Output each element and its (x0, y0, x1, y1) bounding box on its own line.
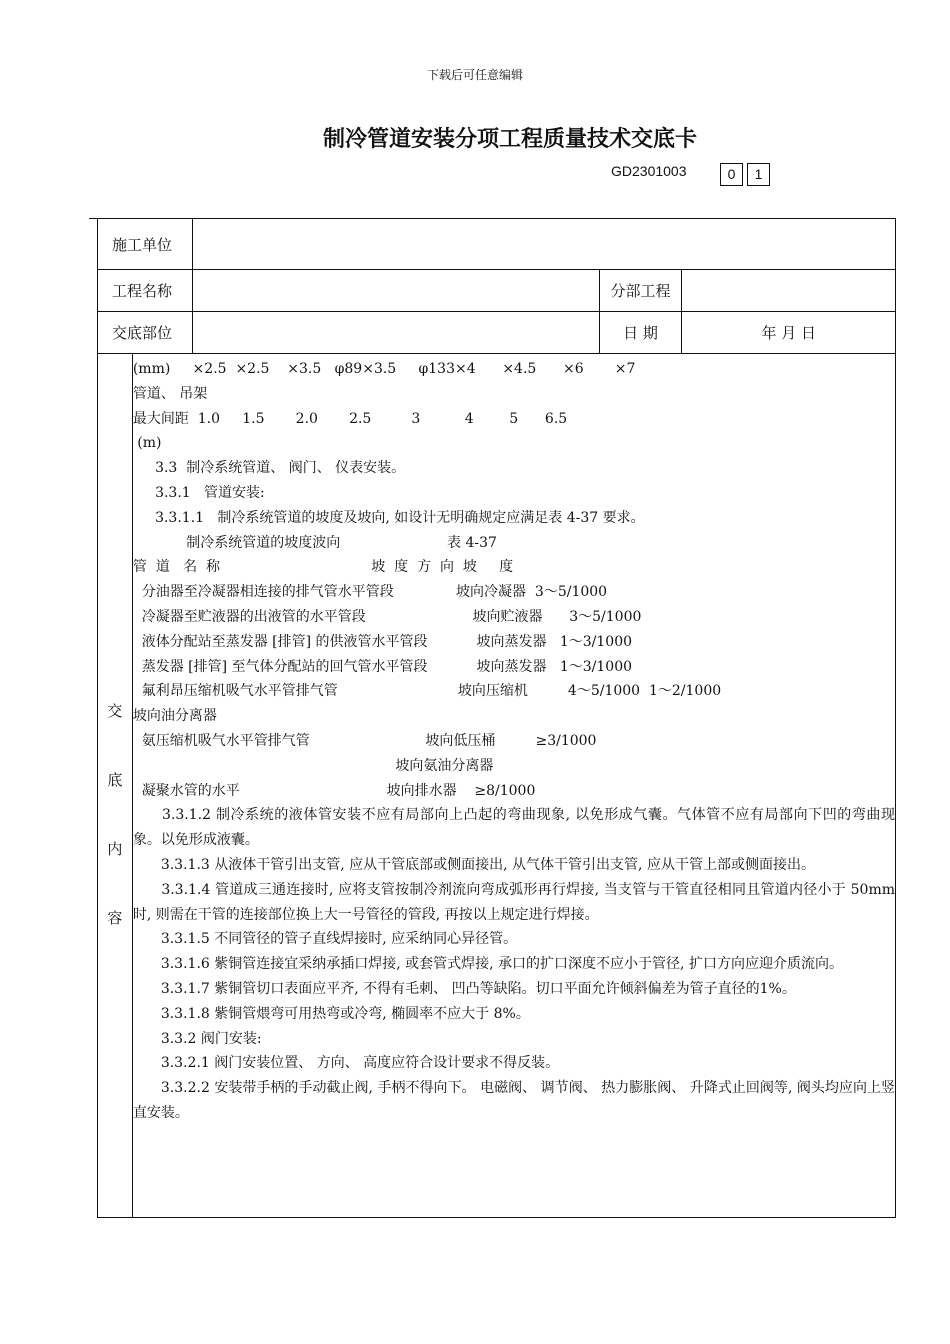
project-name-field[interactable] (192, 270, 599, 312)
content-label-char: 内 (107, 840, 123, 858)
content-paragraph: 3.3.1.6 紫铜管连接宜采纳承插口焊接, 或套管式焊接, 承口的扩口深度不应小于管径, 扩口方向应迎介质流向。 (132, 956, 843, 973)
content-line: 3.3.1.1 制冷系统管道的坡度及坡向, 如设计无明确规定应满足表 4-37 要求。 (132, 509, 645, 526)
date-label: 日 期 (599, 312, 682, 354)
content-paragraph: 3.3.2.1 阀门安装位置、 方向、 高度应符合设计要求不得反装。 (132, 1055, 560, 1072)
content-line: (mm) ×2.5 ×2.5 ×3.5 φ89×3.5 φ133×4 ×4.5 ×6 ×7 (132, 361, 636, 377)
content-line: 制冷系统管道的坡度波向 表 4-37 (132, 534, 497, 551)
content-paragraph: 3.3.2.2 安装带手柄的手动截止阀, 手柄不得向下。 电磁阀、 调节阀、 热力膨胀阀、 升降式止回阀等, 阀头均应向上竖直安装。 (132, 1080, 895, 1121)
content-line: 冷凝器至贮液器的出液管的水平管段 坡向贮液器 3～5/1000 (132, 608, 642, 625)
content-paragraph: 3.3.1.8 紫铜管煨弯可用热弯或冷弯, 椭圆率不应大于 8%。 (132, 1005, 530, 1022)
content-line: 管 道 名 称 坡 度 方 向 坡 度 (132, 559, 514, 576)
handover-content (132, 354, 895, 1218)
content-line: 液体分配站至蒸发器 [排管] 的供液管水平管段 坡向蒸发器 1～3/1000 (132, 633, 633, 650)
content-label (98, 354, 133, 1218)
content-paragraph: 3.3.1.7 紫铜管切口表面应平齐, 不得有毛刺、 凹凸等缺陷。切口平面允许倾斜偏差为管子直径的1%。 (132, 980, 796, 997)
content-line: 分油器至冷凝器相连接的排气管水平管段 坡向冷凝器 3～5/1000 (132, 584, 608, 601)
content-paragraph: 3.3.1.2 制冷系统的液体管安装不应有局部向上凸起的弯曲现象, 以免形成气囊。气体管不应有局部向下凹的弯曲现象。以免形成液囊。 (132, 807, 895, 849)
doc-box-1: 0 (720, 163, 743, 186)
content-paragraph: 3.3.1.4 管道成三通连接时, 应将支管按制冷剂流向弯成弧形再行焊接, 当支管与干管直径相同且管道内径小于 50mm 时, 则需在干管的连接部位换上大一号管径的管段, 再按以上规定进行焊接。 (132, 881, 895, 923)
content-line: (m) (132, 435, 162, 452)
divider (89, 218, 97, 219)
page-title: 制冷管道安装分项工程质量技术交底卡 (322, 127, 697, 152)
handover-form (97, 218, 896, 1218)
header-note: 下载后可任意编辑 (426, 68, 523, 82)
content-line: 3.3 制冷系统管道、 阀门、 仪表安装。 (132, 460, 406, 477)
content-line: 坡向油分离器 (132, 708, 217, 725)
sub-project-field[interactable] (682, 270, 896, 312)
content-line: 管道、 吊架 (132, 385, 208, 402)
date-field[interactable]: 年 月 日 (682, 312, 896, 354)
sub-project-label: 分部工程 (599, 270, 682, 312)
content-label-char: 交 (107, 702, 123, 720)
content-line: 最大间距 1.0 1.5 2.0 2.5 3 4 5 6.5 (132, 410, 568, 427)
content-line: 凝聚水管的水平 坡向排水器 ≥8/1000 (132, 782, 536, 799)
content-paragraph: 3.3.1.3 从液体干管引出支管, 应从干管底部或侧面接出, 从气体干管引出支管, 应从干管上部或侧面接出。 (132, 856, 815, 873)
handover-part-label: 交底部位 (98, 312, 193, 354)
content-line: 氟利昂压缩机吸气水平管排气管 坡向压缩机 4～5/1000 1～2/1000 (132, 683, 722, 700)
content-label-char: 底 (107, 771, 123, 789)
doc-box-2: 1 (747, 163, 770, 186)
content-line: 蒸发器 [排管] 至气体分配站的回气管水平管段 坡向蒸发器 1～3/1000 (132, 658, 633, 675)
content-paragraph: 3.3.2 阀门安装: (132, 1030, 262, 1047)
construction-unit-label: 施工单位 (98, 219, 193, 270)
content-line: 3.3.1 管道安装: (132, 484, 265, 501)
doc-code: GD2301003 (611, 163, 687, 179)
project-name-label: 工程名称 (98, 270, 193, 312)
construction-unit-field[interactable] (192, 219, 895, 270)
content-label-char: 容 (107, 909, 123, 927)
content-line: 氨压缩机吸气水平管排气管 坡向低压桶 ≥3/1000 (132, 732, 597, 749)
content-paragraph: 3.3.1.5 不同管径的管子直线焊接时, 应采纳同心异径管。 (132, 931, 518, 948)
handover-part-field[interactable] (192, 312, 599, 354)
content-line: 坡向氨油分离器 (132, 757, 494, 774)
content-text (133, 354, 895, 1126)
